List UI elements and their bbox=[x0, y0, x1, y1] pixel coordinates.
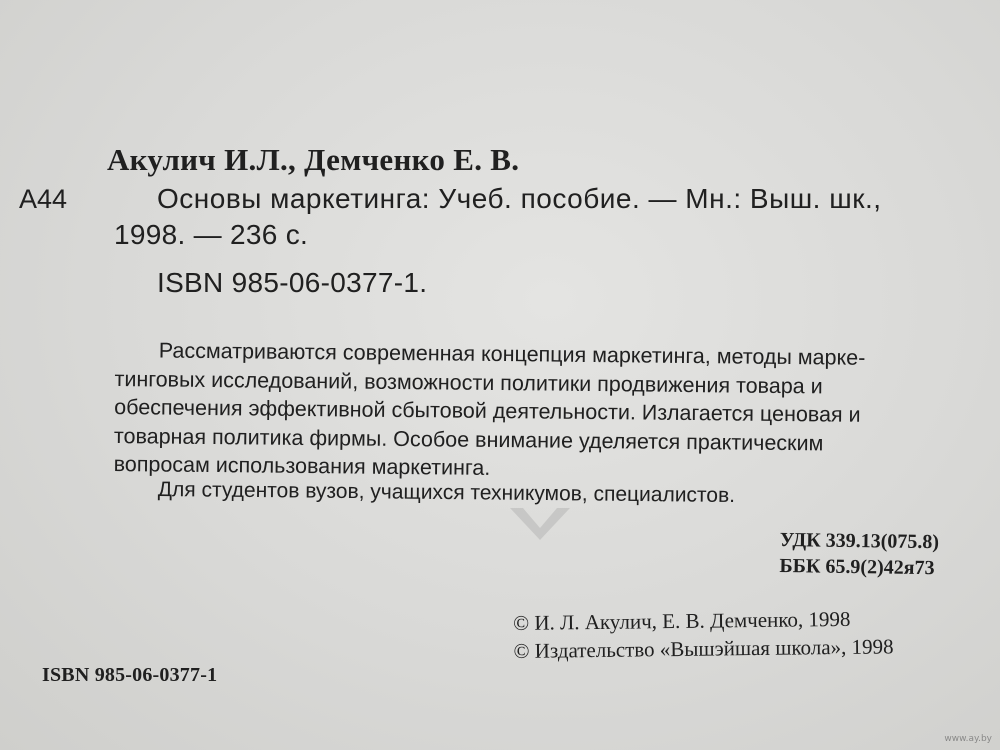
catalog-code: А44 bbox=[19, 184, 68, 214]
site-watermark: www.ay.by bbox=[944, 734, 992, 744]
classification-block bbox=[779, 527, 939, 581]
copyright-publisher: © Издательство «Вышэйшая школа», 1998 bbox=[513, 634, 894, 663]
abstract-line: товарная политика фирмы. Особое внимание уделяется практическим bbox=[113, 423, 824, 455]
udk-code: УДК 339.13(075.8) bbox=[779, 528, 940, 554]
audience-line: Для студентов вузов, учащихся техникумов, специалистов. bbox=[157, 478, 736, 508]
abstract-line: вопросам использования маркетинга. bbox=[113, 451, 491, 480]
isbn-footer: ISBN 985-06-0377-1 bbox=[42, 664, 218, 686]
copyright-block bbox=[513, 604, 894, 665]
title-line-2: 1998. — 236 с. bbox=[114, 219, 309, 250]
abstract-paragraph bbox=[114, 336, 985, 488]
copyright-authors: © И. Л. Акулич, Е. В. Демченко, 1998 bbox=[513, 606, 851, 635]
authors-heading: Акулич И.Л., Демченко Е. В. bbox=[107, 142, 520, 177]
bbk-code: ББК 65.9(2)42я73 bbox=[779, 554, 935, 580]
abstract-line: обеспечения эффективной сбытовой деятельности. Излагается ценовая и bbox=[114, 394, 861, 427]
publisher-logo-showthrough bbox=[505, 500, 575, 545]
title-line-1: Основы маркетинга: Учеб. пособие. — Мн.: Выш. шк., bbox=[157, 183, 882, 214]
isbn-main: ISBN 985-06-0377-1. bbox=[157, 267, 428, 298]
abstract-line: тинговых исследований, возможности политики продвижения товара и bbox=[114, 366, 823, 398]
abstract-line: Рассматриваются современная концепция маркетинга, методы марке- bbox=[158, 338, 866, 370]
